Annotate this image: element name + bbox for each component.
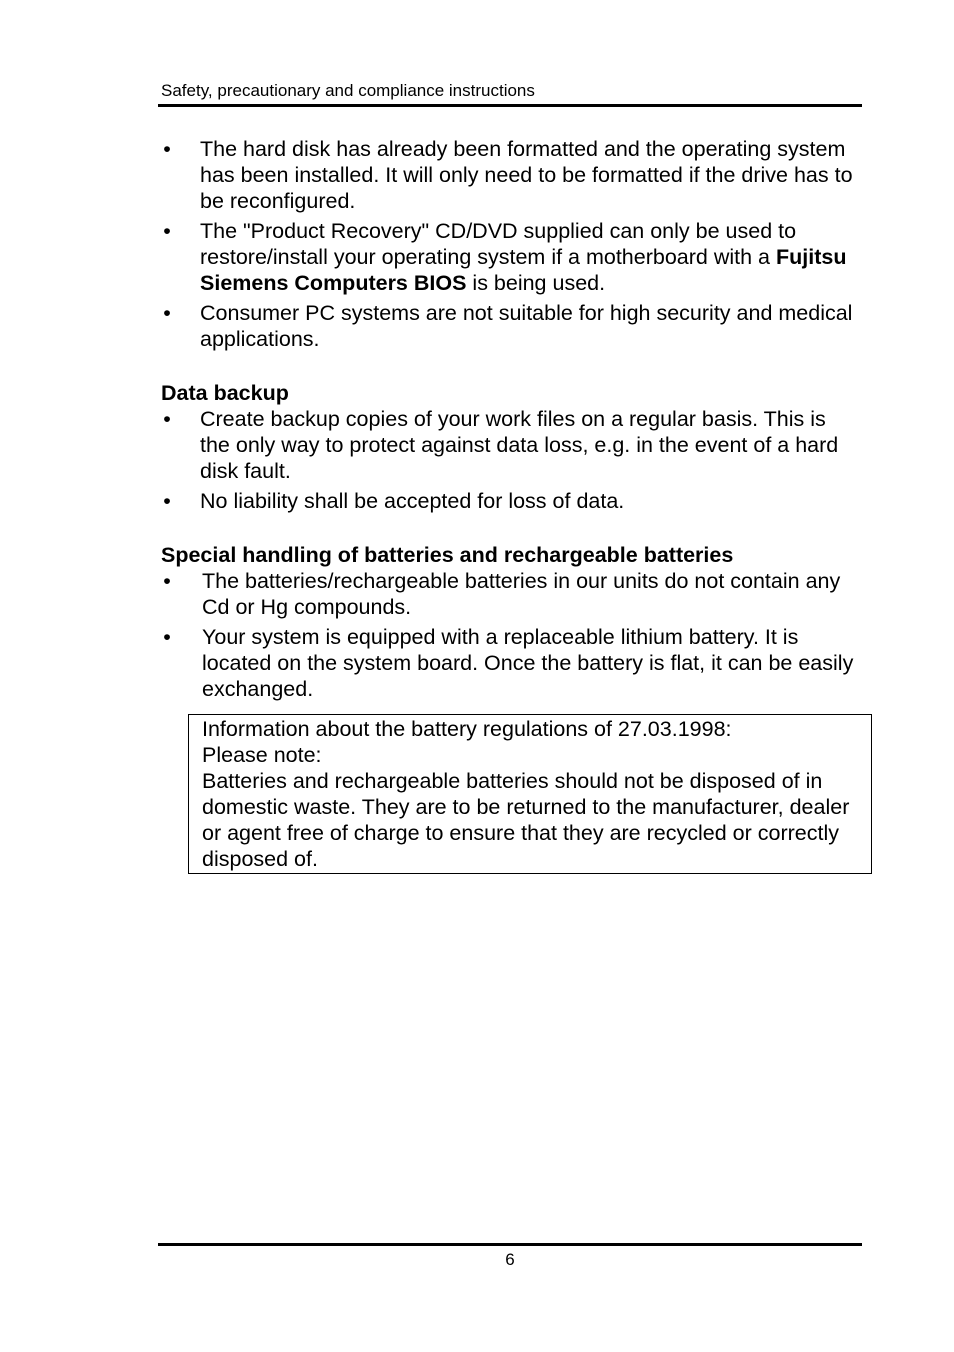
- batteries-heading: Special handling of batteries and rechargeable batteries: [161, 543, 734, 567]
- list-item: [161, 300, 861, 352]
- header-rule: [158, 104, 862, 107]
- list-item: [161, 624, 861, 702]
- footer-rule: [158, 1243, 862, 1246]
- bullet-icon: •: [163, 407, 171, 431]
- list-item: [161, 568, 861, 620]
- batteries-bullet-list: [161, 568, 861, 702]
- list-item-text: Your system is equipped with a replaceable lithium battery. It is located on the system board. Once the battery is flat, it can be easily exchanged.: [202, 625, 854, 701]
- list-item-text: Consumer PC systems are not suitable for high security and medical applications.: [200, 301, 853, 351]
- list-item-text: No liability shall be accepted for loss of data.: [200, 489, 625, 513]
- bios-emphasis: Fujitsu Siemens Computers BIOS: [200, 245, 847, 295]
- list-item-text: The hard disk has already been formatted and the operating system has been installed. It will only need to be formatted if the drive has to be reconfigured.: [200, 137, 853, 213]
- list-item-text: The "Product Recovery" CD/DVD supplied can only be used to restore/install your operating system if a motherboard with a: [200, 219, 797, 269]
- bullet-icon: •: [163, 219, 171, 243]
- bullet-icon: •: [163, 569, 171, 593]
- data-backup-bullet-list: [161, 406, 861, 514]
- bullet-icon: •: [163, 301, 171, 325]
- battery-regulation-note: [188, 714, 872, 874]
- list-item-text: is being used.: [466, 271, 606, 295]
- bullet-icon: •: [163, 625, 171, 649]
- note-line-2: Please note:: [202, 743, 322, 767]
- list-item: [161, 136, 861, 214]
- bullet-icon: •: [163, 137, 171, 161]
- running-header: Safety, precautionary and compliance instructions: [161, 81, 535, 100]
- list-item: [161, 488, 861, 514]
- page-content: [161, 136, 861, 874]
- page-number: 6: [505, 1250, 515, 1269]
- note-body: Batteries and rechargeable batteries should not be disposed of in domestic waste. They are to be returned to the manufacturer, dealer or agent free of charge to ensure that they are recycled or correctly disposed of.: [202, 769, 850, 871]
- list-item-text: Create backup copies of your work files on a regular basis. This is the only way to protect against data loss, e.g. in the event of a hard disk fault.: [200, 407, 839, 483]
- list-item: [161, 218, 861, 296]
- note-line-1: Information about the battery regulations of 27.03.1998:: [202, 717, 732, 741]
- data-backup-heading: Data backup: [161, 381, 289, 405]
- list-item: [161, 406, 861, 484]
- list-item-text: The batteries/rechargeable batteries in our units do not contain any Cd or Hg compounds.: [202, 569, 841, 619]
- intro-bullet-list: [161, 136, 861, 352]
- bullet-icon: •: [163, 489, 171, 513]
